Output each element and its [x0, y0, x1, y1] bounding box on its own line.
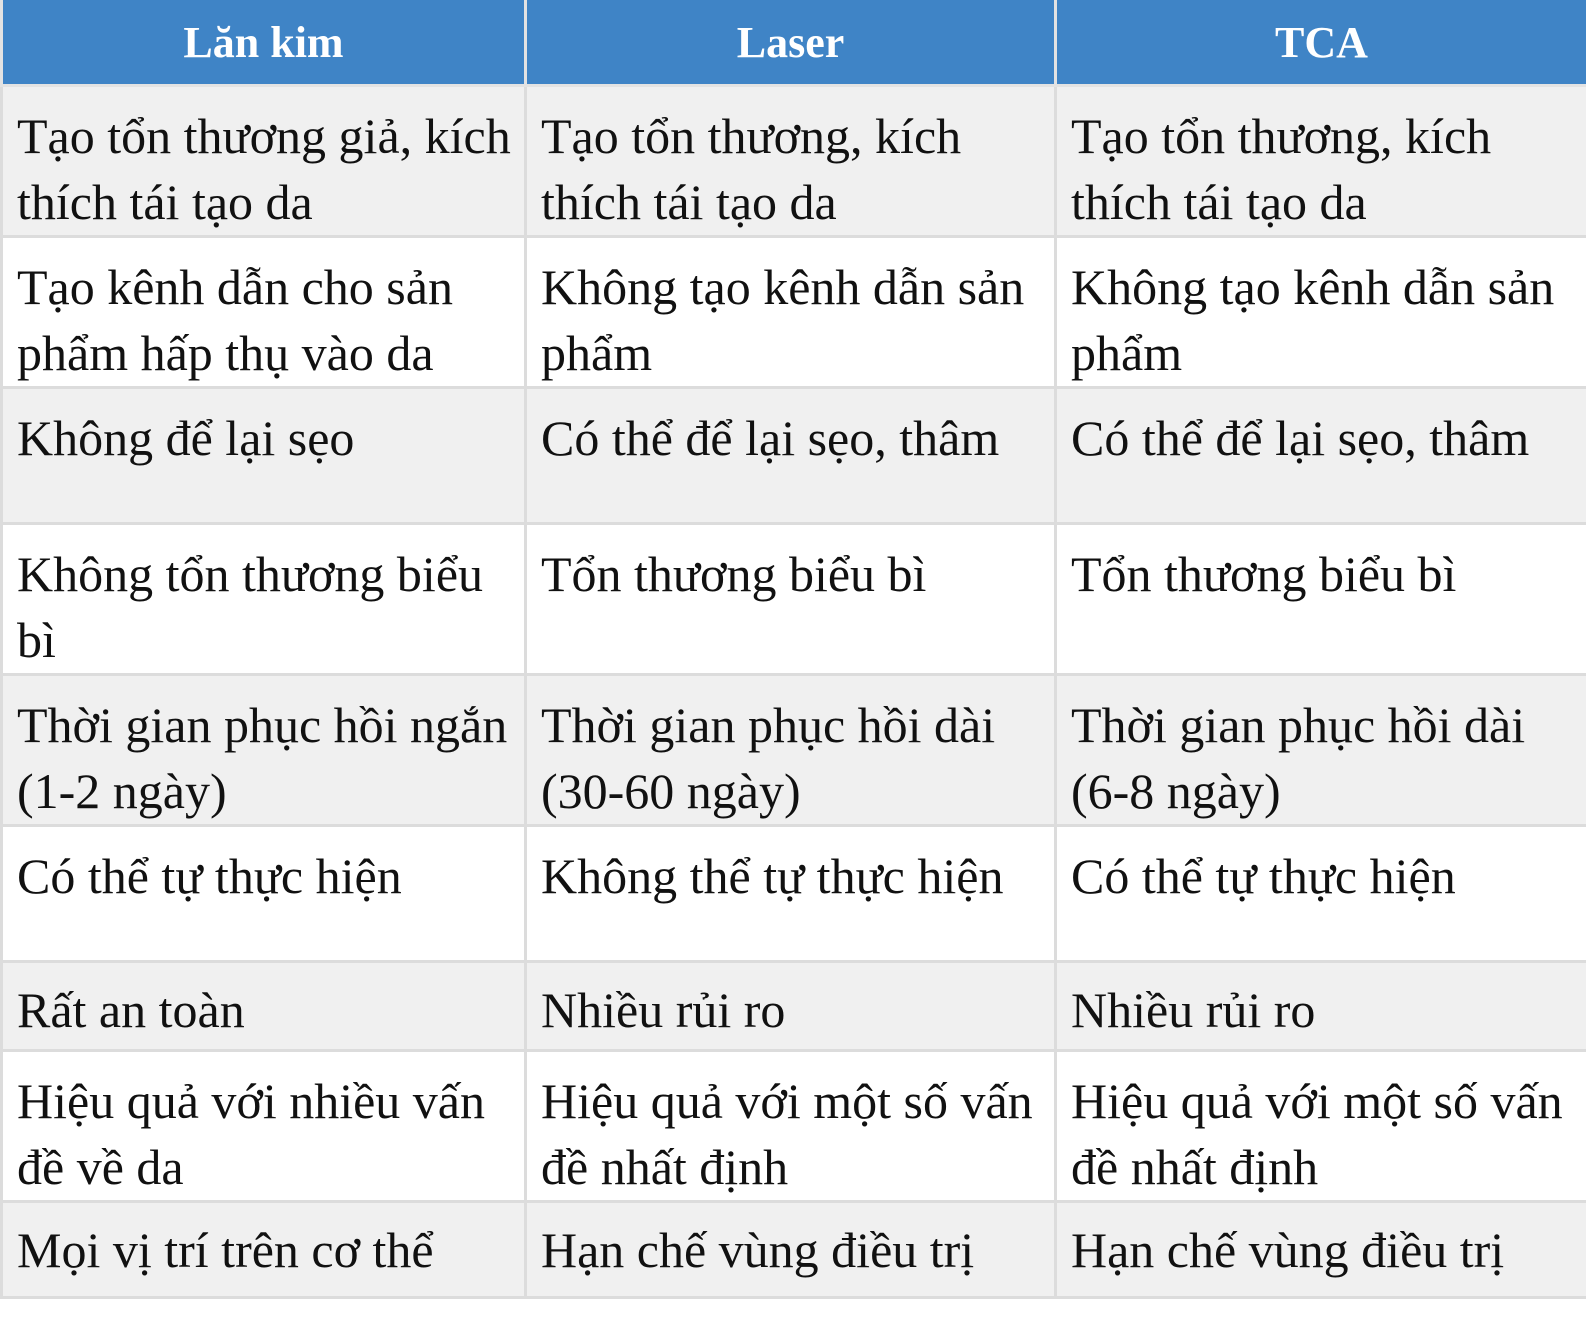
- table-row: [2, 388, 1586, 524]
- table-row: [2, 524, 1586, 675]
- table-cell: Tạo tổn thương, kích thích tái tạo da: [1056, 86, 1586, 237]
- table-cell: Có thể tự thực hiện: [1056, 826, 1586, 962]
- table-cell: Không thể tự thực hiện: [526, 826, 1056, 962]
- table-row: [2, 237, 1586, 388]
- table-row: [2, 826, 1586, 962]
- table-cell: Thời gian phục hồi ngắn (1-2 ngày): [2, 675, 526, 826]
- table-cell: Không để lại sẹo: [2, 388, 526, 524]
- table-cell: Tạo tổn thương, kích thích tái tạo da: [526, 86, 1056, 237]
- table-cell: Tạo tổn thương giả, kích thích tái tạo da: [2, 86, 526, 237]
- table-cell: Có thể tự thực hiện: [2, 826, 526, 962]
- table-row: [2, 1051, 1586, 1202]
- table-cell: Tạo kênh dẫn cho sản phẩm hấp thụ vào da: [2, 237, 526, 388]
- header-laser: Laser: [526, 0, 1056, 86]
- table-cell: Không tạo kênh dẫn sản phẩm: [526, 237, 1056, 388]
- table-row: [2, 962, 1586, 1051]
- table-cell: Hạn chế vùng điều trị: [1056, 1202, 1586, 1298]
- table-cell: Mọi vị trí trên cơ thể: [2, 1202, 526, 1298]
- table-cell: Có thể để lại sẹo, thâm: [1056, 388, 1586, 524]
- table-row: [2, 1202, 1586, 1298]
- table-cell: Thời gian phục hồi dài (30-60 ngày): [526, 675, 1056, 826]
- table-cell: Hạn chế vùng điều trị: [526, 1202, 1056, 1298]
- table-cell: Nhiều rủi ro: [1056, 962, 1586, 1051]
- table-cell: Tổn thương biểu bì: [1056, 524, 1586, 675]
- table-cell: Có thể để lại sẹo, thâm: [526, 388, 1056, 524]
- table-cell: Không tổn thương biểu bì: [2, 524, 526, 675]
- header-lan-kim: Lăn kim: [2, 0, 526, 86]
- header-tca: TCA: [1056, 0, 1586, 86]
- table-row: [2, 675, 1586, 826]
- table-cell: Hiệu quả với một số vấn đề nhất định: [1056, 1051, 1586, 1202]
- table-cell: Nhiều rủi ro: [526, 962, 1056, 1051]
- table-cell: Hiệu quả với nhiều vấn đề về da: [2, 1051, 526, 1202]
- table-cell: Tổn thương biểu bì: [526, 524, 1056, 675]
- table-cell: Thời gian phục hồi dài (6-8 ngày): [1056, 675, 1586, 826]
- table-row: [2, 86, 1586, 237]
- table-cell: Rất an toàn: [2, 962, 526, 1051]
- table-cell: Hiệu quả với một số vấn đề nhất định: [526, 1051, 1056, 1202]
- table-cell: Không tạo kênh dẫn sản phẩm: [1056, 237, 1586, 388]
- header-row: [2, 0, 1586, 86]
